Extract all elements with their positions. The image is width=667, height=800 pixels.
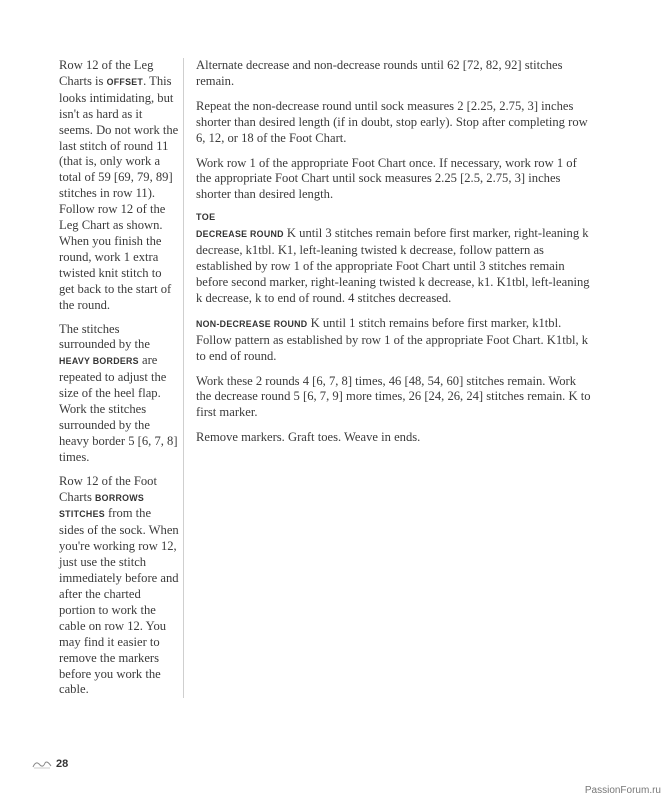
main-instructions — [196, 58, 592, 455]
instruction-alternate: Alternate decrease and non-decrease rounds until 62 [72, 82, 92] stitches remain. — [196, 58, 563, 88]
term-borrows-stitches: BORROWS STITCHES — [59, 492, 145, 520]
page-number: 28 — [56, 758, 69, 770]
term-offset: OFFSET — [106, 76, 144, 87]
sidebar-note-borrows-stitches: Row 12 of the Foot Charts BORROWS STITCHES from the sides of the sock. When you're working row 12, just use the stitch immediately before and after the charted portion to work the cable on row 12. You may find it easier to remove the markers before you work the cable. — [59, 473, 179, 697]
instruction-work-row-1: Work row 1 of the appropriate Foot Chart once. If necessary, work row 1 of the appropriate Foot Chart until sock measures 2.25 [2.5, 2.75, 3] inches shorter than desired length. — [196, 155, 577, 202]
publisher-logo-icon — [32, 759, 52, 769]
sidebar-notes — [59, 58, 184, 698]
non-decrease-round: NON-DECREASE ROUND K until 1 stitch remains before first marker, k1tbl. Follow pattern as established by row 1 of the appropriate Foot Chart. K1tbl, k to end of round. — [196, 315, 589, 363]
decrease-round: DECREASE ROUND K until 3 stitches remain before first marker, right-leaning k decrease, k1tbl. K1, left-leaning twisted k decrease, follow pattern as established by row 1 of the appropriate Foot Chart until 3 stitches remain before second marker, right-leaning twisted k decrease, k1. K1tbl, left-leaning k decrease, k to end of round. 4 stitches decreased. — [196, 226, 590, 305]
page-footer — [32, 758, 68, 770]
instruction-work-rounds: Work these 2 rounds 4 [6, 7, 8] times, 46 [48, 54, 60] stitches remain. Work the decrease round 5 [6, 7, 9] more times, 26 [24, 26, 24] stitches remain. K to first marker. — [196, 373, 591, 420]
toe-heading: TOE — [196, 212, 216, 223]
instruction-finish: Remove markers. Graft toes. Weave in ends. — [196, 430, 421, 445]
instruction-repeat: Repeat the non-decrease round until sock measures 2 [2.25, 2.75, 3] inches shorter than desired length (if in doubt, stop early). Stop after completing row 6, 12, or 18 of the Foot Chart. — [196, 98, 588, 145]
watermark: PassionForum.ru — [584, 785, 661, 796]
non-decrease-round-label: NON-DECREASE ROUND — [196, 318, 308, 329]
term-heavy-borders: HEAVY BORDERS — [59, 356, 139, 367]
sidebar-note-offset: Row 12 of the Leg Charts is OFFSET. This looks intimidating, but isn't as hard as it seems. Do not work the last stitch of round 11 (that is, only work a total of 59 [69, 79, 89] stitches in row 11). Follow row 12 of the Leg Chart as shown. When you finish the round, work 1 extra twisted knit stitch to get back to the start of the round. — [59, 58, 179, 312]
decrease-round-label: DECREASE ROUND — [196, 229, 284, 240]
sidebar-note-heavy-borders: The stitches surrounded by the HEAVY BORDERS are repeated to adjust the size of the heel flap. Work the stitches surrounded by the heavy border 5 [6, 7, 8] times. — [59, 321, 178, 464]
